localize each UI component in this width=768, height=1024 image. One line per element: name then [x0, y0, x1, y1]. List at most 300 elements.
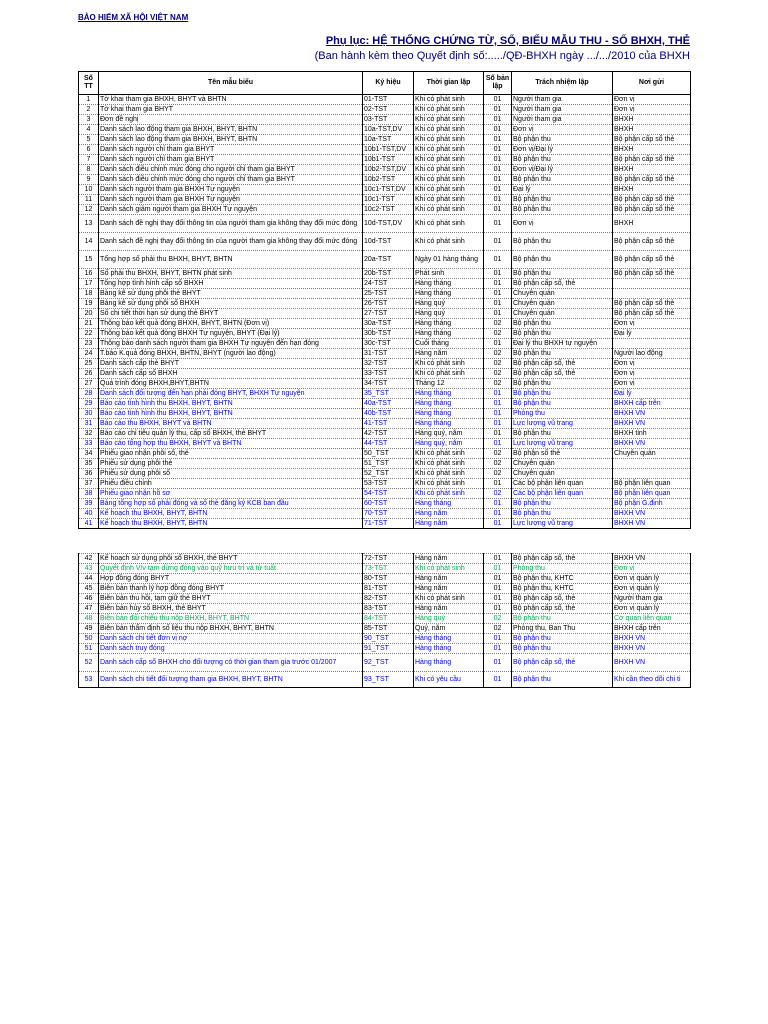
- cell-copies: 02: [484, 624, 512, 634]
- cell-resp: Người tham gia: [512, 105, 613, 115]
- cell-resp: Bộ phận thu: [512, 672, 613, 688]
- cell-time: Khi có phát sinh: [414, 359, 484, 369]
- cell-resp: Bộ phận cấp sổ, thẻ: [512, 604, 613, 614]
- cell-resp: Bộ phận cấp sổ, thẻ: [512, 359, 613, 369]
- table-row: [79, 349, 691, 359]
- cell-time: Cuối tháng: [414, 339, 484, 349]
- header-stt: Số TT: [79, 72, 99, 95]
- cell-code: 60-TST: [363, 499, 414, 509]
- cell-dest: BHXH: [613, 185, 691, 195]
- cell-stt: 37: [79, 479, 99, 489]
- cell-copies: 01: [484, 574, 512, 584]
- cell-copies: 01: [484, 289, 512, 299]
- cell-code: 42-TST: [363, 429, 414, 439]
- table-row: [79, 369, 691, 379]
- cell-code: 03-TST: [363, 115, 414, 125]
- cell-dest: Bộ phận cấp sổ thẻ: [613, 195, 691, 205]
- cell-stt: 14: [79, 233, 99, 251]
- cell-code: 20b-TST: [363, 269, 414, 279]
- cell-time: Hàng tháng: [414, 389, 484, 399]
- cell-dest: BHXH VN: [613, 409, 691, 419]
- cell-copies: 02: [484, 449, 512, 459]
- cell-time: Hàng tháng: [414, 399, 484, 409]
- cell-copies: 01: [484, 564, 512, 574]
- cell-dest: Bộ phận cấp sổ thẻ: [613, 205, 691, 215]
- table-row: [79, 654, 691, 672]
- cell-resp: Bộ phận thu: [512, 135, 613, 145]
- cell-copies: 01: [484, 634, 512, 644]
- table-row: [79, 165, 691, 175]
- cell-code: 73-TST: [363, 564, 414, 574]
- cell-name: Biên bản thu hồi, tạm giữ thẻ BHYT: [99, 594, 363, 604]
- cell-copies: 01: [484, 145, 512, 155]
- cell-dest: BHXH VN: [613, 419, 691, 429]
- cell-dest: Người tham gia: [613, 594, 691, 604]
- cell-copies: 01: [484, 299, 512, 309]
- page-title: Phụ lục: HỆ THỐNG CHỨNG TỪ, SỔ, BIỂU MẪU THU - SỔ BHXH, THẺ: [325, 35, 690, 47]
- cell-name: Hợp đồng đóng BHYT: [99, 574, 363, 584]
- cell-resp: Chuyên quản: [512, 459, 613, 469]
- cell-copies: 01: [484, 584, 512, 594]
- cell-dest: BHXH: [613, 145, 691, 155]
- header-name: Tên mẫu biểu: [99, 72, 363, 95]
- cell-time: Khi có phát sinh: [414, 369, 484, 379]
- cell-time: Khi có phát sinh: [414, 479, 484, 489]
- cell-code: 40b-TST: [363, 409, 414, 419]
- cell-copies: 01: [484, 185, 512, 195]
- cell-resp: Bộ phận cấp sổ, thẻ: [512, 554, 613, 564]
- cell-resp: Bộ phận thu, KHTC: [512, 574, 613, 584]
- cell-time: Khi có phát sinh: [414, 145, 484, 155]
- table-row: [79, 644, 691, 654]
- cell-resp: Phòng thu, Ban Thu: [512, 624, 613, 634]
- cell-copies: 01: [484, 604, 512, 614]
- cell-stt: 2: [79, 105, 99, 115]
- cell-dest: BHXH tỉnh: [613, 429, 691, 439]
- cell-dest: BHXH VN: [613, 519, 691, 529]
- cell-code: 50_TST: [363, 449, 414, 459]
- cell-code: 10b2-TST,DV: [363, 165, 414, 175]
- table-row: [79, 233, 691, 251]
- cell-copies: 01: [484, 479, 512, 489]
- cell-name: Danh sách đề nghị thay đổi thông tin của người tham gia không thay đổi mức đóng: [99, 215, 363, 233]
- table-row: [79, 155, 691, 165]
- cell-copies: 01: [484, 672, 512, 688]
- cell-code: 72-TST: [363, 554, 414, 564]
- cell-stt: 49: [79, 624, 99, 634]
- cell-stt: 17: [79, 279, 99, 289]
- cell-copies: 02: [484, 469, 512, 479]
- cell-stt: 48: [79, 614, 99, 624]
- cell-dest: Chuyên quản: [613, 449, 691, 459]
- cell-name: Danh sách đối tượng đến hạn phải đóng BHYT, BHXH Tự nguyện: [99, 389, 363, 399]
- cell-stt: 7: [79, 155, 99, 165]
- cell-stt: 44: [79, 574, 99, 584]
- cell-code: 52_TST: [363, 469, 414, 479]
- cell-time: Khi có phát sinh: [414, 205, 484, 215]
- cell-dest: Bộ phận cấp sổ thẻ: [613, 269, 691, 279]
- cell-time: Hàng tháng: [414, 289, 484, 299]
- cell-copies: 01: [484, 155, 512, 165]
- table-row: [79, 279, 691, 289]
- cell-resp: Đại lý: [512, 185, 613, 195]
- cell-code: 30c-TST: [363, 339, 414, 349]
- table-row: [79, 519, 691, 529]
- cell-code: 10c1-TST: [363, 195, 414, 205]
- cell-code: 10c1-TST,DV: [363, 185, 414, 195]
- cell-dest: BHXH cấp trên: [613, 624, 691, 634]
- cell-name: Kế hoạch thu BHXH, BHYT, BHTN: [99, 519, 363, 529]
- cell-copies: 01: [484, 419, 512, 429]
- page-subtitle: (Ban hành kèm theo Quyết định số:...../QĐ-BHXH ngày .../.../2010 của BHXH: [314, 50, 690, 62]
- cell-code: 30a-TST: [363, 319, 414, 329]
- table-row: [79, 459, 691, 469]
- cell-code: 20a-TST: [363, 251, 414, 269]
- cell-resp: Đơn vị/Đại lý: [512, 145, 613, 155]
- cell-dest: BHXH VN: [613, 439, 691, 449]
- cell-name: Biên bản thẩm định số liệu thu nộp BHXH, BHYT, BHTN: [99, 624, 363, 634]
- cell-resp: Bộ phận cấp sổ, thẻ: [512, 654, 613, 672]
- table-row: [79, 574, 691, 584]
- cell-copies: 01: [484, 339, 512, 349]
- cell-stt: 46: [79, 594, 99, 604]
- table-row: [79, 145, 691, 155]
- cell-dest: BHXH VN: [613, 654, 691, 672]
- cell-code: 53-TST: [363, 479, 414, 489]
- cell-resp: Bộ phận thu: [512, 399, 613, 409]
- cell-name: Tổng hợp tình hình cấp sổ BHXH: [99, 279, 363, 289]
- cell-copies: 02: [484, 369, 512, 379]
- cell-name: Thông báo kết quả đóng BHXH, BHYT, BHTN (Đơn vị): [99, 319, 363, 329]
- cell-resp: Bộ phận thu: [512, 509, 613, 519]
- table-row: [79, 105, 691, 115]
- cell-code: 10b1-TST: [363, 155, 414, 165]
- cell-dest: Đơn vị: [613, 379, 691, 389]
- cell-copies: 01: [484, 269, 512, 279]
- cell-dest: BHXH VN: [613, 644, 691, 654]
- cell-name: Số phải thu BHXH, BHYT, BHTN phát sinh: [99, 269, 363, 279]
- table-row: [79, 449, 691, 459]
- cell-stt: 11: [79, 195, 99, 205]
- cell-name: Thông báo danh sách người tham gia BHXH Tự nguyện đến hạn đóng: [99, 339, 363, 349]
- cell-time: Ngày 01 hàng tháng: [414, 251, 484, 269]
- cell-code: 25-TST: [363, 289, 414, 299]
- cell-dest: [613, 279, 691, 289]
- cell-dest: Cơ quan liên quan: [613, 614, 691, 624]
- cell-code: 10d-TST,DV: [363, 215, 414, 233]
- cell-resp: Bộ phận thu: [512, 195, 613, 205]
- cell-copies: 01: [484, 519, 512, 529]
- cell-copies: 02: [484, 489, 512, 499]
- cell-code: 71-TST: [363, 519, 414, 529]
- cell-stt: 9: [79, 175, 99, 185]
- table-row: [79, 554, 691, 564]
- cell-copies: 02: [484, 379, 512, 389]
- cell-stt: 18: [79, 289, 99, 299]
- table-row: [79, 309, 691, 319]
- cell-name: Số chi tiết thời hạn sử dụng thẻ BHYT: [99, 309, 363, 319]
- cell-time: Khi có phát sinh: [414, 175, 484, 185]
- cell-dest: Đại lý: [613, 389, 691, 399]
- cell-resp: Bộ phận cấp sổ, thẻ: [512, 279, 613, 289]
- header-code: Ký hiệu: [363, 72, 414, 95]
- cell-name: Danh sách người tham gia BHXH Tự nguyện: [99, 185, 363, 195]
- cell-resp: Người tham gia: [512, 115, 613, 125]
- table-row: [79, 564, 691, 574]
- cell-time: Hàng quý: [414, 299, 484, 309]
- cell-name: Danh sách chi tiết đối tượng tham gia BHXH, BHYT, BHTN: [99, 672, 363, 688]
- cell-dest: Bộ phận cấp sổ thẻ: [613, 135, 691, 145]
- cell-copies: 01: [484, 165, 512, 175]
- table-row: [79, 479, 691, 489]
- organization-name: BẢO HIỂM XÃ HỘI VIỆT NAM: [78, 13, 189, 22]
- cell-code: 32-TST: [363, 359, 414, 369]
- table-row: [79, 614, 691, 624]
- cell-name: T.báo K.quả đóng BHXH, BHTN, BHYT (người lao động): [99, 349, 363, 359]
- cell-resp: Lực lượng vũ trang: [512, 439, 613, 449]
- cell-resp: Bộ phận thu: [512, 349, 613, 359]
- table-row: [79, 379, 691, 389]
- cell-stt: 20: [79, 309, 99, 319]
- cell-time: Khi có phát sinh: [414, 449, 484, 459]
- cell-resp: Bộ phận thu: [512, 251, 613, 269]
- cell-name: Danh sách truy đóng: [99, 644, 363, 654]
- cell-resp: Đơn vị: [512, 125, 613, 135]
- cell-resp: Các bộ phận liên quan: [512, 489, 613, 499]
- cell-stt: 29: [79, 399, 99, 409]
- cell-time: Quý, năm: [414, 624, 484, 634]
- cell-resp: Các bộ phận liên quan: [512, 479, 613, 489]
- table-row: [79, 195, 691, 205]
- cell-time: Hàng quý: [414, 309, 484, 319]
- cell-name: Danh sách điều chỉnh mức đóng cho người chỉ tham gia BHYT: [99, 175, 363, 185]
- cell-resp: Bộ phận thu: [512, 644, 613, 654]
- cell-time: Hàng tháng: [414, 499, 484, 509]
- cell-name: Bảng tổng hợp số phải đóng và số thẻ đăng ký KCB ban đầu: [99, 499, 363, 509]
- cell-stt: 50: [79, 634, 99, 644]
- cell-time: Phát sinh: [414, 269, 484, 279]
- cell-time: Hàng năm: [414, 604, 484, 614]
- cell-code: 54-TST: [363, 489, 414, 499]
- cell-name: Danh sách người chỉ tham gia BHYT: [99, 145, 363, 155]
- cell-name: Biên bản thanh lý hợp đồng đóng BHYT: [99, 584, 363, 594]
- cell-stt: 34: [79, 449, 99, 459]
- cell-copies: 01: [484, 279, 512, 289]
- cell-stt: 21: [79, 319, 99, 329]
- cell-dest: BHXH cấp trên: [613, 399, 691, 409]
- cell-name: Danh sách cấp sổ BHXH: [99, 369, 363, 379]
- cell-time: Khi có phát sinh: [414, 594, 484, 604]
- cell-name: Tờ khai tham gia BHYT: [99, 105, 363, 115]
- cell-dest: Bộ phận cấp sổ thẻ: [613, 155, 691, 165]
- cell-resp: Đơn vị/Đại lý: [512, 165, 613, 175]
- table-row: [79, 125, 691, 135]
- cell-time: Hàng tháng: [414, 319, 484, 329]
- table-row: [79, 269, 691, 279]
- table-row: [79, 624, 691, 634]
- table-row: [79, 329, 691, 339]
- cell-code: 30b-TST: [363, 329, 414, 339]
- cell-resp: Đơn vị: [512, 215, 613, 233]
- cell-copies: 02: [484, 459, 512, 469]
- cell-stt: 33: [79, 439, 99, 449]
- cell-time: Tháng 12: [414, 379, 484, 389]
- cell-name: Kế hoạch sử dụng phôi sổ BHXH, thẻ BHYT: [99, 554, 363, 564]
- table-row: [79, 185, 691, 195]
- cell-stt: 15: [79, 251, 99, 269]
- cell-time: Khi có yêu cầu: [414, 672, 484, 688]
- cell-dest: [613, 339, 691, 349]
- cell-stt: 40: [79, 509, 99, 519]
- table-row: [79, 389, 691, 399]
- cell-stt: 19: [79, 299, 99, 309]
- cell-stt: 25: [79, 359, 99, 369]
- cell-time: Khi có phát sinh: [414, 195, 484, 205]
- cell-code: 33-TST: [363, 369, 414, 379]
- cell-code: 02-TST: [363, 105, 414, 115]
- cell-name: Phiếu sử dụng phôi sổ: [99, 469, 363, 479]
- cell-resp: Bộ phận thu: [512, 175, 613, 185]
- cell-dest: Bộ phận cấp sổ thẻ: [613, 251, 691, 269]
- cell-resp: Bộ phận thu: [512, 205, 613, 215]
- cell-dest: [613, 469, 691, 479]
- table-row: [79, 175, 691, 185]
- cell-copies: 01: [484, 215, 512, 233]
- cell-code: 51_TST: [363, 459, 414, 469]
- cell-dest: BHXH: [613, 115, 691, 125]
- cell-dest: Đơn vị: [613, 359, 691, 369]
- cell-code: 84-TST: [363, 614, 414, 624]
- cell-code: 83-TST: [363, 604, 414, 614]
- table-row: [79, 584, 691, 594]
- cell-stt: 10: [79, 185, 99, 195]
- cell-resp: Lực lượng vũ trang: [512, 419, 613, 429]
- cell-code: 10a-TST: [363, 135, 414, 145]
- cell-dest: Đơn vị: [613, 369, 691, 379]
- cell-name: Tờ khai tham gia BHXH, BHYT và BHTN: [99, 95, 363, 105]
- cell-code: 31-TST: [363, 349, 414, 359]
- cell-time: Hàng quý: [414, 614, 484, 624]
- cell-name: Danh sách người chỉ tham gia BHYT: [99, 155, 363, 165]
- cell-resp: Phòng thu: [512, 564, 613, 574]
- cell-copies: 01: [484, 399, 512, 409]
- table-row: [79, 634, 691, 644]
- cell-copies: 01: [484, 554, 512, 564]
- cell-dest: Bộ phận cấp sổ thẻ: [613, 309, 691, 319]
- table-row: [79, 509, 691, 519]
- table-row: [79, 115, 691, 125]
- cell-code: 44-TST: [363, 439, 414, 449]
- cell-resp: Bộ phận thu: [512, 499, 613, 509]
- cell-time: Hàng tháng: [414, 329, 484, 339]
- cell-copies: 01: [484, 644, 512, 654]
- table-row: [79, 319, 691, 329]
- cell-copies: 01: [484, 439, 512, 449]
- cell-dest: Đại lý: [613, 329, 691, 339]
- cell-code: 70-TST: [363, 509, 414, 519]
- cell-name: Phiếu giao nhận hồ sơ: [99, 489, 363, 499]
- cell-name: Phiếu giao nhận phôi sổ, thẻ: [99, 449, 363, 459]
- table-row: [79, 489, 691, 499]
- cell-resp: Bộ phận thu: [512, 269, 613, 279]
- cell-stt: 24: [79, 349, 99, 359]
- cell-copies: 01: [484, 251, 512, 269]
- cell-dest: Đơn vị quản lý: [613, 604, 691, 614]
- cell-copies: 01: [484, 135, 512, 145]
- cell-dest: Đơn vị quản lý: [613, 584, 691, 594]
- cell-name: Kế hoạch thu BHXH, BHYT, BHTN: [99, 509, 363, 519]
- cell-copies: 02: [484, 614, 512, 624]
- table-row: [79, 604, 691, 614]
- table-row: [79, 359, 691, 369]
- cell-name: Tổng hợp số phải thu BHXH, BHYT, BHTN: [99, 251, 363, 269]
- cell-dest: Bộ phận liên quan: [613, 489, 691, 499]
- forms-table-part-1: [78, 71, 691, 529]
- cell-name: Quá trình đóng BHXH,BHYT,BHTN: [99, 379, 363, 389]
- header-responsibility: Trách nhiệm lập: [512, 72, 613, 95]
- cell-code: 10b1-TST,DV: [363, 145, 414, 155]
- cell-dest: Đơn vị: [613, 319, 691, 329]
- cell-stt: 35: [79, 459, 99, 469]
- cell-code: 93_TST: [363, 672, 414, 688]
- cell-dest: Đơn vị quản lý: [613, 574, 691, 584]
- cell-name: Bảng kê sử dụng phôi thẻ BHYT: [99, 289, 363, 299]
- cell-time: Khi có phát sinh: [414, 155, 484, 165]
- cell-stt: 28: [79, 389, 99, 399]
- cell-dest: Bộ phận cấp sổ thẻ: [613, 175, 691, 185]
- cell-resp: Chuyên quản: [512, 299, 613, 309]
- cell-stt: 39: [79, 499, 99, 509]
- cell-name: Bảng kê sử dụng phôi sổ BHXH: [99, 299, 363, 309]
- header-time: Thời gian lập: [414, 72, 484, 95]
- cell-stt: 22: [79, 329, 99, 339]
- cell-resp: Bộ phận thu: [512, 379, 613, 389]
- cell-name: Đơn đề nghị: [99, 115, 363, 125]
- cell-name: Thông báo kết quả đóng BHXH Tự nguyện, BHYT (Đại lý): [99, 329, 363, 339]
- cell-code: 10d-TST: [363, 233, 414, 251]
- cell-stt: 42: [79, 554, 99, 564]
- cell-time: Khi có phát sinh: [414, 105, 484, 115]
- cell-resp: Lực lượng vũ trang: [512, 519, 613, 529]
- cell-dest: BHXH VN: [613, 509, 691, 519]
- cell-name: Báo cáo tổng hợp thu BHXH, BHYT và BHTN: [99, 439, 363, 449]
- cell-dest: BHXH: [613, 215, 691, 233]
- cell-code: 85-TST: [363, 624, 414, 634]
- cell-copies: 02: [484, 319, 512, 329]
- cell-dest: Người lao động: [613, 349, 691, 359]
- cell-copies: 01: [484, 205, 512, 215]
- cell-stt: 47: [79, 604, 99, 614]
- cell-time: Hàng quý, năm: [414, 439, 484, 449]
- cell-stt: 38: [79, 489, 99, 499]
- table-row: [79, 205, 691, 215]
- table-row: [79, 439, 691, 449]
- table-row: [79, 215, 691, 233]
- cell-copies: 01: [484, 429, 512, 439]
- cell-copies: 01: [484, 654, 512, 672]
- table-header-row: [79, 72, 691, 95]
- cell-name: Báo cáo tình hình thu BHXH, BHYT, BHTN: [99, 409, 363, 419]
- cell-dest: Bộ phận cấp sổ thẻ: [613, 299, 691, 309]
- cell-name: Danh sách lao động tham gia BHXH, BHYT, BHTN: [99, 135, 363, 145]
- cell-stt: 27: [79, 379, 99, 389]
- cell-time: Khi có phát sinh: [414, 459, 484, 469]
- cell-stt: 41: [79, 519, 99, 529]
- cell-code: 82-TST: [363, 594, 414, 604]
- cell-time: Hàng năm: [414, 509, 484, 519]
- cell-time: Hàng năm: [414, 519, 484, 529]
- cell-stt: 4: [79, 125, 99, 135]
